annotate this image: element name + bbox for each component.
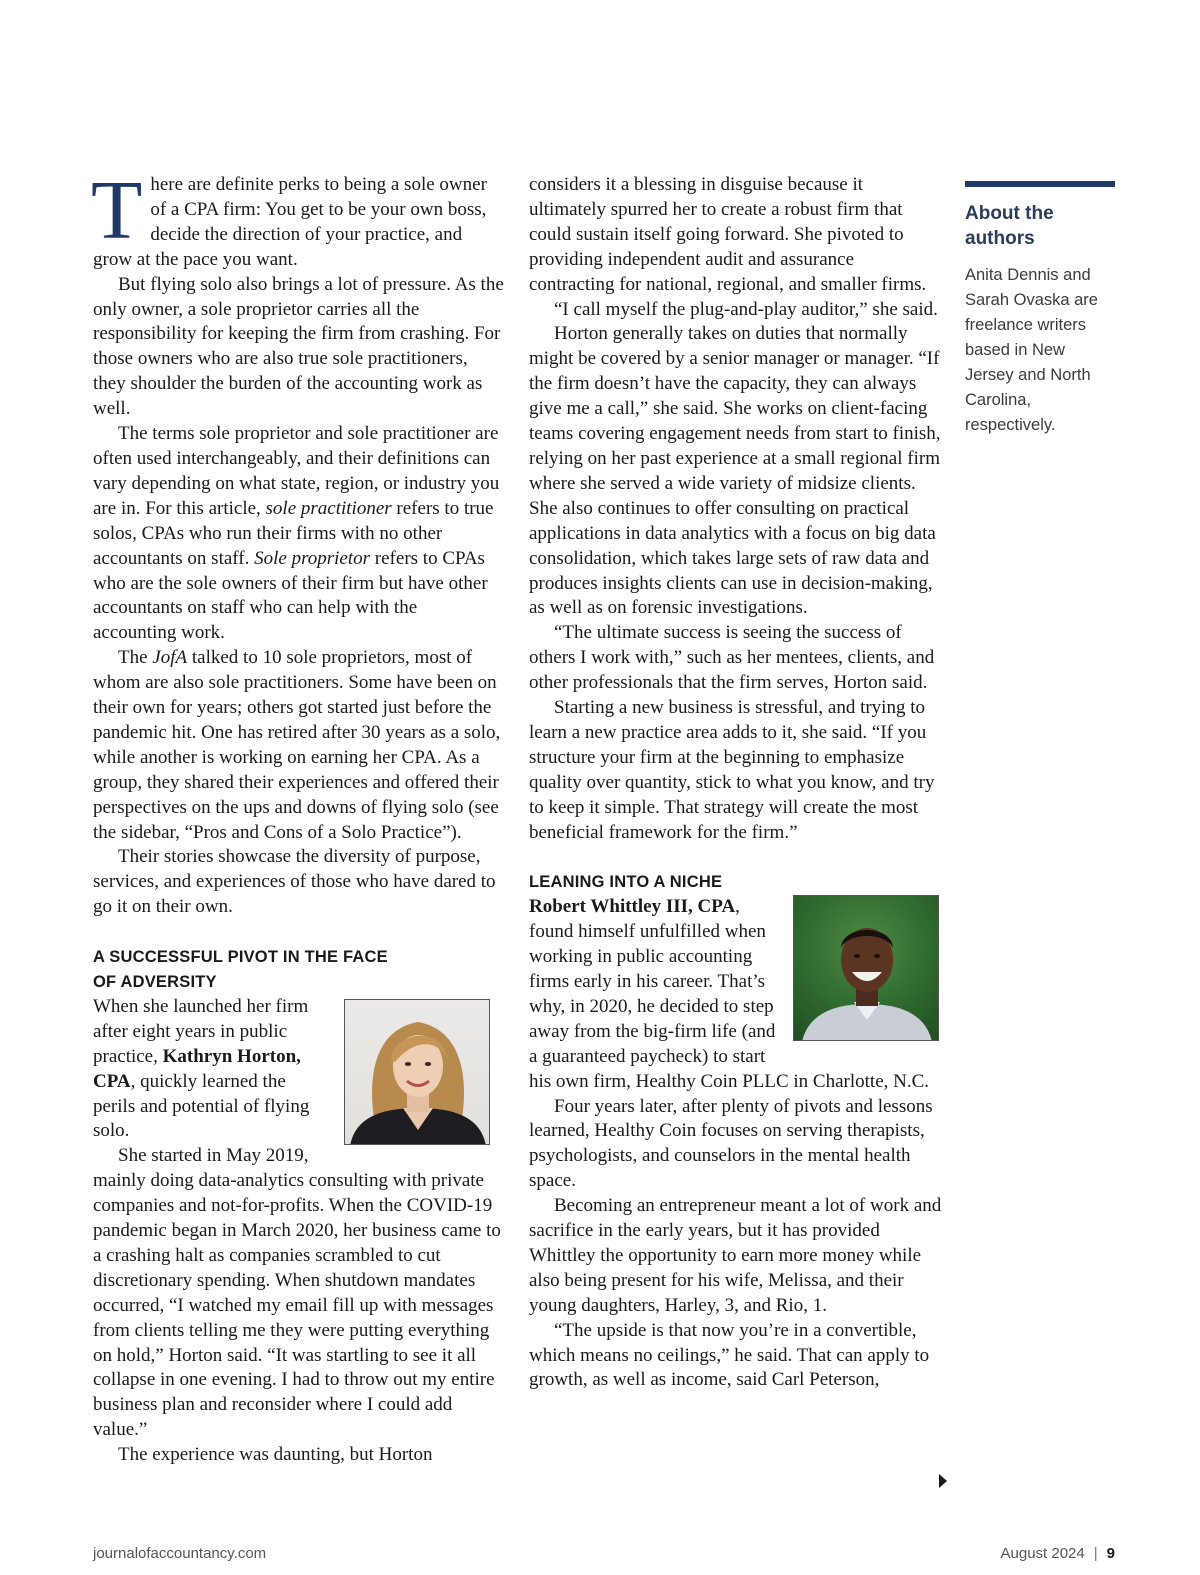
sidebar-rule: [965, 181, 1115, 187]
sidebar-title: About the authors: [965, 203, 1054, 249]
paragraph: Becoming an entrepreneur meant a lot of work and sacrifice in the early years, but it has provided Whittley the opportunity to earn more money while also being present for his wife, Melissa, and their young daughters, Harley, 3, and Rio, 1.: [529, 1195, 942, 1316]
footer-site: journalofaccountancy.com: [93, 1545, 267, 1562]
continue-arrow-icon: [939, 1474, 947, 1488]
paragraph: When she launched her firm after eight years in public practice, Kathryn Horton, CPA, quickly learned the perils and potential of flying solo.: [93, 995, 310, 1142]
sidebar-body: Anita Dennis and Sarah Ovaska are freelance writers based in New Jersey and North Carolina, respectively.: [965, 266, 1098, 434]
paragraph: Robert Whittley III, CPA, found himself unfulfilled when working in public accounting firms early in his career. That’s why, in 2020, he decided to step away from the big-firm life (and a guaranteed paycheck) to start his own firm, Healthy Coin PLLC in Charlotte, N.C.: [529, 896, 930, 1092]
kathryn-horton-photo: [344, 999, 490, 1145]
page-number: 9: [1106, 1545, 1115, 1562]
paragraph: The JofA talked to 10 sole proprietors, most of whom are also sole practitioners. Some have been on their own for years; others got started just before the pandemic hit. One has retired after 30 years as a solo, while another is working on earning her CPA. As a group, they shared their experiences and offered their perspectives on the ups and downs of flying solo (see the sidebar, “Pros and Cons of a Solo Practice”).: [93, 647, 501, 843]
paragraph: The terms sole proprietor and sole practitioner are often used interchangeably, and their definitions can vary depending on what state, region, or industry you are in. For this article, sole practitioner refers to true solos, CPAs who run their firms with no other accountants on staff. Sole proprietor refers to CPAs who are the sole owners of their firm but have other accountants on staff who can help with the accounting work.: [93, 423, 500, 644]
footer-folio: [1001, 1545, 1116, 1562]
paragraph: considers it a blessing in disguise because it ultimately spurred her to create a robust firm that could sustain itself going forward. She pivoted to providing independent audit and assurance contracting for national, regional, and smaller firms.: [529, 174, 927, 295]
paragraph: “The upside is that now you’re in a convertible, which means no ceilings,” he said. That can apply to growth, as well as income, said Carl Peterson,: [529, 1319, 930, 1391]
paragraph: Four years later, after plenty of pivots and lessons learned, Healthy Coin focuses on serving therapists, psychologists, and counselors in the mental health space.: [529, 1095, 933, 1192]
section-heading: LEANING INTO A NICHE: [529, 873, 723, 892]
drop-cap: T: [91, 164, 143, 257]
article-column-1: [91, 164, 505, 1468]
paragraph: “I call myself the plug-and-play auditor,” she said.: [554, 298, 938, 320]
paragraph: Their stories showcase the diversity of purpose, services, and experiences of those who have dared to go it on their own.: [93, 846, 496, 918]
section-heading: A SUCCESSFUL PIVOT IN THE FACE OF ADVERSITY: [93, 948, 388, 991]
about-authors-sidebar: [965, 181, 1115, 438]
paragraph: But flying solo also brings a lot of pressure. As the only owner, a sole proprietor carries all the responsibility for keeping the firm from crashing. For those owners who are also true sole practitioners, they shoulder the burden of the accounting work as well.: [93, 273, 504, 420]
footer-separator: |: [1093, 1545, 1098, 1562]
footer-issue: August 2024: [1000, 1545, 1085, 1562]
paragraph: Horton generally takes on duties that normally might be covered by a senior manager or manager. “If the firm doesn’t have the capacity, they can always give me a call,” she said. She works on client-facing teams covering engagement needs from start to finish, relying on her past experience at a small regional firm where she served a wide variety of midsize clients. She also continues to offer consulting on practical applications in data analytics with a focus on big data consolidation, which takes large sets of raw data and produces insights clients can use in decision-making, as well as on forensic investigations.: [529, 323, 941, 619]
paragraph: Starting a new business is stressful, and trying to learn a new practice area adds to it, she said. “If you structure your firm at the beginning to emphasize quality over quantity, stick to what you know, and try to keep it simple. That strategy will create the most beneficial framework for the firm.”: [529, 697, 935, 843]
paragraph: She started in May 2019, mainly doing data-analytics consulting with private companies and not-for-profits. When the COVID-19 pandemic began in March 2020, her business came to a crashing halt as companies scrambled to cut discretionary spending. When shutdown mandates occurred, “I watched my email fill up with messages from clients telling me they were putting everything on hold,” Horton said. “It was startling to see it all collapse in one evening. I had to throw out my entire business plan and reconsider where I could add value.”: [93, 1145, 501, 1441]
opening-paragraph: There are definite perks to being a sole owner of a CPA firm: You get to be your own boss, decide the direction of your practice, and grow at the pace you want.: [91, 164, 487, 270]
paragraph: The experience was daunting, but Horton: [118, 1444, 433, 1466]
robert-whittley-photo: [793, 895, 939, 1041]
article-column-2: [529, 173, 942, 1393]
paragraph: “The ultimate success is seeing the success of others I work with,” such as her mentees, clients, and other professionals that the firm serves, Horton said.: [529, 622, 935, 694]
